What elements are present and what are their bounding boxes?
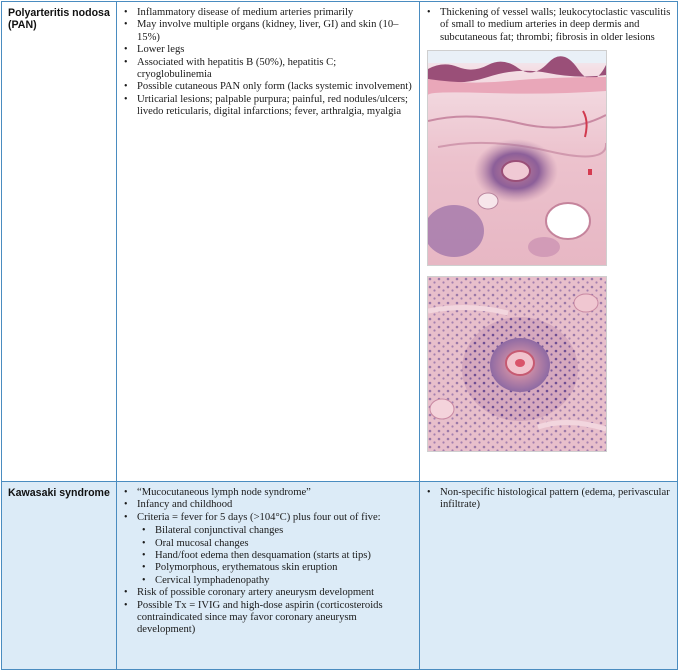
clinical-features-kawasaki <box>117 482 420 670</box>
histology-kawasaki <box>420 482 678 670</box>
list-item: • Risk of possible coronary artery aneurysm development <box>137 587 413 599</box>
list-item: • May involve multiple organs (kidney, liver, GI) and skin (10–15%) <box>137 19 413 44</box>
list-item: • Infancy and childhood <box>137 499 413 511</box>
criteria-list <box>137 525 413 587</box>
list-item: • Bilateral conjunctival changes <box>155 525 413 537</box>
list-item: • Inflammatory disease of medium arteries primarily <box>137 7 413 19</box>
list-item: • Possible cutaneous PAN only form (lacks systemic involvement) <box>137 81 413 93</box>
list-item: • Lower legs <box>137 44 413 56</box>
disease-name-kawasaki: Kawasaki syndrome <box>2 482 117 670</box>
table-row-pan <box>2 2 678 482</box>
list-item: • Possible Tx = IVIG and high-dose aspirin (corticosteroids contraindicated since may favor coronary aneurysm development) <box>137 600 413 637</box>
criteria-text: Criteria = fever for 5 days (>104°C) plus four out of five: <box>137 511 381 523</box>
list-item <box>137 512 413 587</box>
list-item: • Polymorphous, erythematous skin eruption <box>155 562 413 574</box>
high-power-micrograph <box>427 276 607 452</box>
list-item: • Non-specific histological pattern (edema, perivascular infiltrate) <box>440 487 671 512</box>
list-item: • Oral mucosal changes <box>155 538 413 550</box>
table-row-kawasaki <box>2 482 678 670</box>
histology-pan <box>420 2 678 482</box>
list-item: • Thickening of vessel walls; leukocytoclastic vasculitis of small to medium arteries in deep dermis and subcutaneous fat; thrombi; fibrosis in older lesions <box>440 7 671 44</box>
list-item: • Cervical lymphadenopathy <box>155 575 413 587</box>
list-item: • Hand/foot edema then desquamation (starts at tips) <box>155 550 413 562</box>
list-item: • Associated with hepatitis B (50%), hepatitis C; cryoglobulinemia <box>137 57 413 82</box>
low-power-micrograph-image <box>428 51 606 265</box>
high-power-micrograph-image <box>428 277 606 451</box>
list-item: • “Mucocutaneous lymph node syndrome” <box>137 487 413 499</box>
clinical-features-pan <box>117 2 420 482</box>
low-power-micrograph <box>427 50 607 266</box>
disease-table <box>1 1 678 670</box>
list-item: • Urticarial lesions; palpable purpura; painful, red nodules/ulcers; livedo reticularis, digital infarctions; fever, arthralgia, myalgia <box>137 94 413 119</box>
disease-name-pan: Polyarteritis nodosa (PAN) <box>2 2 117 482</box>
